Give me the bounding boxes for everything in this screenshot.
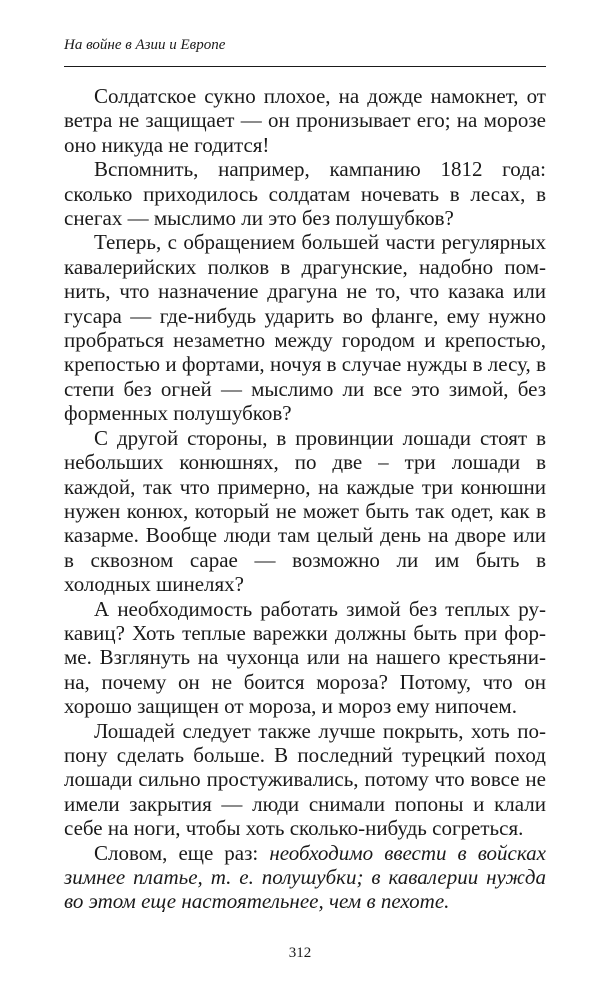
running-head: На войне в Азии и Европе [64, 37, 226, 53]
paragraph: Солдатское сукно плохое, на дожде намокнет, от ветра не защищает — он пронизывает его; на морозе оно никуда не годится! [64, 84, 546, 157]
conclusion-lead: Словом, еще раз: [94, 840, 270, 865]
paragraph: Лошадей следует также лучше покрыть, хоть попону сделать больше. В последний турецкий поход лошади сильно простуживались, потому что вовсе не имели закрытия — люди снимали попоны и клали себе на ноги, чтобы хоть сколько-нибудь согреться. [64, 718, 546, 841]
paragraph: Вспомнить, например, кампанию 1812 года: сколько приходилось солдатам ночевать в лесах, в снегах — мыслимо ли это без полушубков? [64, 157, 546, 231]
paragraph-conclusion [64, 841, 546, 914]
page-number: 312 [288, 945, 312, 961]
paragraph: Теперь, с обращением большей части регулярных кавалерийских полков в драгунские, надобно помнить, что назначение драгуна не то, что казака или гусара — где-нибудь ударить во фланге, ему нужно пробраться незаметно между городом и крепостью, крепостью и фортами, ночуя в случае нужды в лесу, в степи без огней — мыслимо ли все это зимой, без форменных полушубков? [64, 230, 546, 426]
paragraph: С другой стороны, в провинции лошади стоят в небольших конюшнях, по две – три лошади в каждой, так что примерно, на каждые три конюшни нужен конюх, который не может быть так одет, как в казарме. Вообще люди там целый день на дворе или в сквозном сарае — возможно ли им быть в холодных шинелях? [64, 425, 546, 597]
body-text [64, 84, 546, 914]
conclusion-emphasis: необходимо ввести в войсках зимнее платье, т. е. полушубки; в кавалерии нужда во этом еще настоятельнее, чем в пехоте. [64, 840, 546, 914]
header-rule [64, 66, 546, 67]
paragraph: А необходимость работать зимой без теплых рукавиц? Хоть теплые варежки должны быть при форме. Взглянуть на чухонца или на нашего крестьянина, почему он не боится мороза? Потому, что он хорошо защищен от мороза, и мороз ему нипочем. [64, 596, 546, 719]
